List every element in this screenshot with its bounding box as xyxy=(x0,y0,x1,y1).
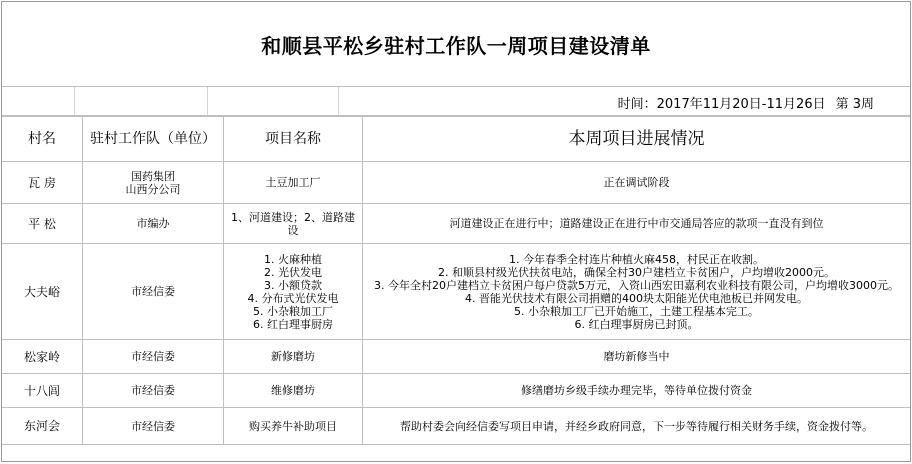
cell-team xyxy=(83,204,224,244)
cell-team-line: 市经信委 xyxy=(131,419,175,433)
header-progress: 本周项目进展情况 xyxy=(363,117,911,162)
cell-project-line: 6. 红白理事厨房 xyxy=(253,317,333,331)
cell-project-line: 4. 分布式光伏发电 xyxy=(247,291,339,305)
cell-village: 松家岭 xyxy=(2,340,83,374)
cell-progress-line: 河道建设正在进行中；道路建设正在进行中市交通局答应的款项一直没有到位 xyxy=(449,217,824,230)
cell-progress-line: 修缮磨坊乡级手续办理完毕，等待单位拨付资金 xyxy=(521,384,752,397)
cell-project xyxy=(224,340,363,374)
header-project: 项目名称 xyxy=(224,117,363,162)
date-row xyxy=(2,87,910,116)
table-body xyxy=(2,162,910,445)
cell-progress-line: 帮助村委会向经信委写项目申请，并经乡政府同意，下一步等待履行相关财务手续，资金拨付等。 xyxy=(400,419,873,433)
grid-cell xyxy=(2,87,75,115)
cell-project-line: 2. 光伏发电 xyxy=(264,265,322,279)
table-row xyxy=(2,204,910,244)
cell-progress-line: 磨坊新修当中 xyxy=(603,350,670,363)
cell-project-line: 购买养牛补助项目 xyxy=(249,419,337,433)
title-text: 和顺县平松乡驻村工作队一周项目建设清单 xyxy=(261,33,651,58)
cell-team-line: 市经信委 xyxy=(131,350,175,363)
cell-team-line: 市编办 xyxy=(136,217,170,230)
table-row xyxy=(2,408,910,445)
cell-progress xyxy=(363,408,911,445)
cell-village: 东河会 xyxy=(2,408,83,445)
cell-team-line: 市经信委 xyxy=(131,285,175,298)
cell-project-line: 设 xyxy=(287,223,299,237)
project-table xyxy=(2,116,910,445)
cell-project-line: 维修磨坊 xyxy=(271,384,315,397)
date-line xyxy=(618,93,874,112)
cell-progress-line: 正在调试阶段 xyxy=(603,176,670,189)
table-row xyxy=(2,244,910,340)
cell-progress-line: 6. 红白理事厨房已封顶。 xyxy=(574,317,699,331)
spreadsheet xyxy=(1,1,911,462)
cell-village: 大夫峪 xyxy=(2,244,83,340)
grid-cell xyxy=(75,87,208,115)
time-range: 时间：2017年11月20日-11月26日 xyxy=(617,97,826,112)
cell-project xyxy=(224,408,363,445)
header-team: 驻村工作队（单位） xyxy=(83,117,224,162)
cell-progress-line: 4. 晋能光伏技术有限公司捐赠的400块太阳能光伏电池板已并网发电。 xyxy=(465,291,808,305)
cell-progress xyxy=(363,340,911,374)
cell-project-line: 土豆加工厂 xyxy=(265,176,321,189)
cell-team xyxy=(83,244,224,340)
cell-team-line: 国药集团 xyxy=(131,169,175,183)
week-number: 第 3周 xyxy=(835,97,874,112)
header-village: 村名 xyxy=(2,117,83,162)
cell-project xyxy=(224,374,363,408)
cell-village: 十八闾 xyxy=(2,374,83,408)
header-row xyxy=(2,117,910,162)
cell-project xyxy=(224,204,363,244)
cell-project xyxy=(224,244,363,340)
cell-village: 平 松 xyxy=(2,204,83,244)
cell-progress-line: 2. 和顺县村级光伏扶贫电站，确保全村30户建档立卡贫困户，户均增收2000元。 xyxy=(438,265,835,279)
cell-progress-line: 1. 今年春季全村连片种植火麻458，村民正在收割。 xyxy=(509,252,764,266)
cell-team xyxy=(83,162,224,204)
cell-progress xyxy=(363,374,911,408)
cell-project xyxy=(224,162,363,204)
cell-project-line: 5. 小杂粮加工厂 xyxy=(253,304,333,318)
grid-cell xyxy=(208,87,339,115)
cell-project-line: 1. 火麻种植 xyxy=(264,252,322,266)
table-row xyxy=(2,340,910,374)
cell-village: 瓦 房 xyxy=(2,162,83,204)
cell-project-line: 3. 小额贷款 xyxy=(264,278,322,292)
cell-progress-line: 5. 小杂粮加工厂已开始施工，土建工程基本完工。 xyxy=(514,304,759,318)
document-title xyxy=(2,2,910,87)
cell-team-line: 市经信委 xyxy=(131,384,175,397)
cell-progress xyxy=(363,204,911,244)
cell-project-line: 新修磨坊 xyxy=(271,350,315,363)
table-row xyxy=(2,374,910,408)
cell-team xyxy=(83,374,224,408)
cell-team xyxy=(83,340,224,374)
cell-project-line: 1、河道建设；2、道路建 xyxy=(231,210,355,224)
cell-team-line: 山西分公司 xyxy=(125,182,181,196)
cell-progress xyxy=(363,162,911,204)
cell-progress-line: 3. 今年全村20户建档立卡贫困户每户贷款5万元，入资山西宏田嘉利农业科技有限公司，户均增收3000元。 xyxy=(374,278,899,292)
cell-team xyxy=(83,408,224,445)
cell-progress xyxy=(363,244,911,340)
table-row xyxy=(2,162,910,204)
